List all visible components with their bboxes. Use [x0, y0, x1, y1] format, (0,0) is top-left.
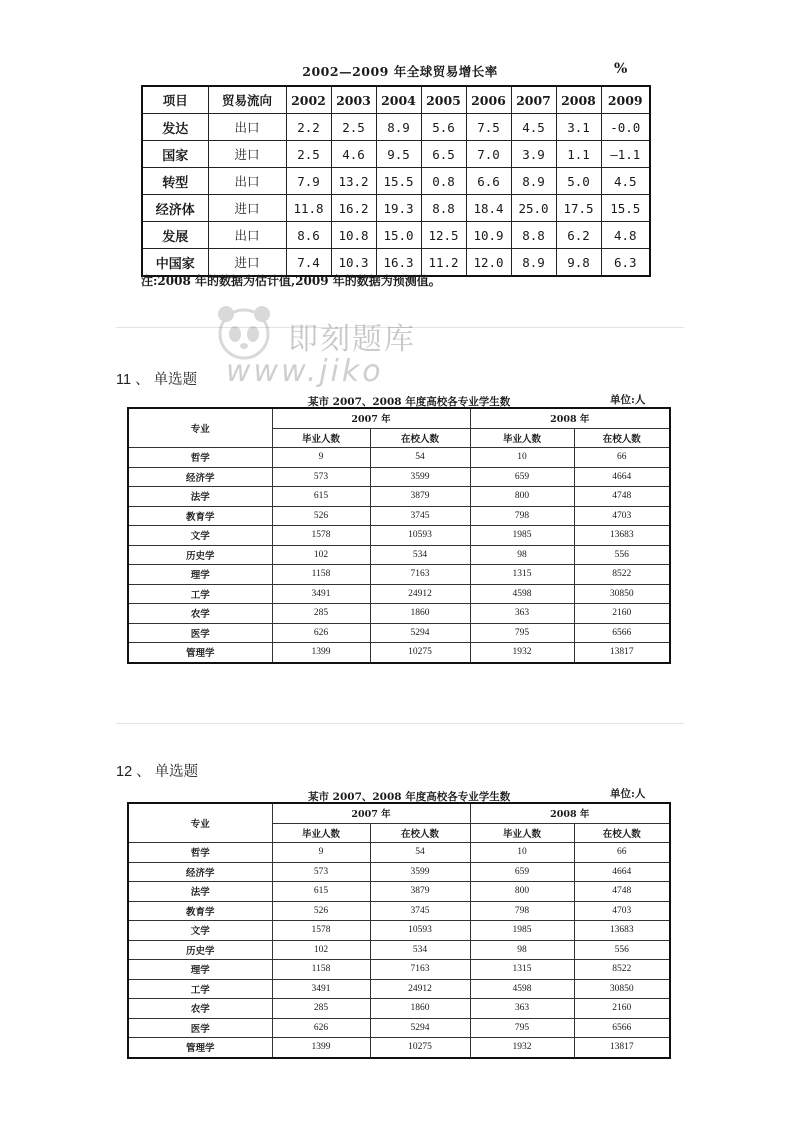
trade-value-cell: 5.0	[556, 168, 601, 195]
trade-value-cell: 18.4	[466, 195, 511, 222]
major-name-cell: 法学	[128, 882, 272, 902]
trade-table-note: 注:2008 年的数据为估计值,2009 年的数据为预测值。	[141, 274, 441, 288]
student-count-cell: 3491	[272, 584, 370, 604]
major-name-cell: 经济学	[128, 467, 272, 487]
student-count-cell: 573	[272, 862, 370, 882]
count-header-cell: 在校人数	[574, 428, 670, 448]
table-row	[128, 960, 670, 980]
major-name-cell: 文学	[128, 921, 272, 941]
trade-row	[142, 141, 650, 168]
student-count-cell: 1578	[272, 526, 370, 546]
trade-value-cell: 7.0	[466, 141, 511, 168]
major-name-cell: 工学	[128, 584, 272, 604]
table-row	[128, 862, 670, 882]
student-count-cell: 3491	[272, 979, 370, 999]
student-count-cell: 556	[574, 940, 670, 960]
student-count-cell: 24912	[370, 979, 470, 999]
major-name-cell: 教育学	[128, 901, 272, 921]
student-count-cell: 2160	[574, 999, 670, 1019]
student-count-cell: 5294	[370, 1018, 470, 1038]
table-row	[128, 1018, 670, 1038]
student-count-cell: 66	[574, 448, 670, 468]
trade-value-cell: 11.8	[286, 195, 331, 222]
trade-value-cell: 5.6	[421, 114, 466, 141]
student-count-cell: 573	[272, 467, 370, 487]
student-count-cell: 363	[470, 604, 574, 624]
student-count-cell: 9	[272, 448, 370, 468]
student-count-cell: 626	[272, 1018, 370, 1038]
student-count-cell: 4748	[574, 487, 670, 507]
table-row	[128, 487, 670, 507]
major-name-cell: 医学	[128, 623, 272, 643]
student-count-cell: 8522	[574, 565, 670, 585]
student-count-cell: 1399	[272, 643, 370, 663]
student-count-cell: 10593	[370, 921, 470, 941]
trade-value-cell: 0.8	[421, 168, 466, 195]
trade-header-cell: 贸易流向	[208, 86, 286, 114]
student-count-cell: 526	[272, 506, 370, 526]
student-count-cell: 13817	[574, 1038, 670, 1058]
trade-category-cell: 中国家	[142, 249, 208, 277]
trade-value-cell: 13.2	[331, 168, 376, 195]
trade-value-cell: 15.5	[601, 195, 650, 222]
student-count-cell: 285	[272, 604, 370, 624]
student-count-cell: 102	[272, 545, 370, 565]
table-row	[128, 448, 670, 468]
table-row	[128, 643, 670, 663]
student-count-cell: 54	[370, 448, 470, 468]
student-header-row	[128, 408, 670, 428]
major-name-cell: 理学	[128, 960, 272, 980]
trade-flow-cell: 进口	[208, 195, 286, 222]
student-count-cell: 626	[272, 623, 370, 643]
year-header-cell: 2007 年	[272, 803, 470, 823]
student-count-cell: 9	[272, 843, 370, 863]
student-count-cell: 2160	[574, 604, 670, 624]
trade-value-cell: 6.2	[556, 222, 601, 249]
trade-value-cell: 4.6	[331, 141, 376, 168]
trade-table-unit: %	[614, 61, 628, 77]
student-count-cell: 1315	[470, 960, 574, 980]
table-row	[128, 940, 670, 960]
student-count-cell: 285	[272, 999, 370, 1019]
table-row	[128, 604, 670, 624]
count-header-cell: 在校人数	[574, 823, 670, 843]
table-row	[128, 526, 670, 546]
student-count-cell: 5294	[370, 623, 470, 643]
trade-row	[142, 195, 650, 222]
student-count-cell: 98	[470, 940, 574, 960]
table-row	[128, 979, 670, 999]
student-count-cell: 30850	[574, 584, 670, 604]
trade-value-cell: 10.9	[466, 222, 511, 249]
student-count-cell: 6566	[574, 623, 670, 643]
trade-category-cell: 发达	[142, 114, 208, 141]
trade-value-cell: 17.5	[556, 195, 601, 222]
table-row	[128, 545, 670, 565]
student-count-cell: 10275	[370, 1038, 470, 1058]
student-count-cell: 615	[272, 487, 370, 507]
student-table-unit: 单位:人	[610, 788, 646, 800]
trade-value-cell: 6.6	[466, 168, 511, 195]
table-row	[128, 1038, 670, 1058]
student-count-cell: 363	[470, 999, 574, 1019]
trade-header-cell: 2003	[331, 86, 376, 114]
student-count-cell: 659	[470, 467, 574, 487]
major-name-cell: 哲学	[128, 843, 272, 863]
student-table-title: 某市 2007、2008 年度高校各专业学生数	[308, 396, 511, 408]
table-row	[128, 467, 670, 487]
student-count-cell: 800	[470, 882, 574, 902]
student-count-cell: 1158	[272, 565, 370, 585]
trade-value-cell: 2.2	[286, 114, 331, 141]
student-count-cell: 556	[574, 545, 670, 565]
student-count-cell: 10593	[370, 526, 470, 546]
student-count-cell: 10	[470, 843, 574, 863]
question-11-label: 11 、 单选题	[116, 372, 198, 388]
trade-category-cell: 发展	[142, 222, 208, 249]
trade-value-cell: 8.8	[421, 195, 466, 222]
count-header-cell: 毕业人数	[470, 428, 574, 448]
count-header-cell: 毕业人数	[470, 823, 574, 843]
student-count-cell: 798	[470, 901, 574, 921]
trade-value-cell: 12.0	[466, 249, 511, 277]
trade-value-cell: 7.9	[286, 168, 331, 195]
trade-value-cell: 10.8	[331, 222, 376, 249]
trade-value-cell: 12.5	[421, 222, 466, 249]
student-count-cell: 4598	[470, 979, 574, 999]
student-count-cell: 3599	[370, 862, 470, 882]
trade-header-cell: 2004	[376, 86, 421, 114]
student-count-cell: 800	[470, 487, 574, 507]
watermark-url: www.jiko	[226, 354, 384, 389]
student-count-cell: 6566	[574, 1018, 670, 1038]
count-header-cell: 毕业人数	[272, 823, 370, 843]
student-count-table	[127, 802, 671, 1059]
student-count-cell: 1315	[470, 565, 574, 585]
trade-value-cell: 7.5	[466, 114, 511, 141]
student-count-cell: 8522	[574, 960, 670, 980]
student-count-cell: 4598	[470, 584, 574, 604]
trade-flow-cell: 进口	[208, 141, 286, 168]
student-count-cell: 66	[574, 843, 670, 863]
student-count-cell: 4748	[574, 882, 670, 902]
table-row	[128, 843, 670, 863]
major-name-cell: 管理学	[128, 1038, 272, 1058]
table-row	[128, 584, 670, 604]
major-name-cell: 教育学	[128, 506, 272, 526]
trade-value-cell: 9.5	[376, 141, 421, 168]
student-count-cell: 4664	[574, 467, 670, 487]
trade-value-cell: 1.1	[556, 141, 601, 168]
trade-value-cell: 10.3	[331, 249, 376, 277]
student-count-cell: 1860	[370, 999, 470, 1019]
trade-value-cell: 11.2	[421, 249, 466, 277]
trade-value-cell: 4.5	[601, 168, 650, 195]
student-count-cell: 54	[370, 843, 470, 863]
trade-category-cell: 经济体	[142, 195, 208, 222]
student-count-cell: 526	[272, 901, 370, 921]
trade-table-header-row	[142, 86, 650, 114]
count-header-cell: 毕业人数	[272, 428, 370, 448]
trade-table-title: 2002—2009 年全球贸易增长率	[302, 64, 498, 79]
major-name-cell: 文学	[128, 526, 272, 546]
major-name-cell: 农学	[128, 604, 272, 624]
trade-value-cell: -0.0	[601, 114, 650, 141]
student-count-cell: 4703	[574, 901, 670, 921]
question-12-label: 12 、 单选题	[116, 764, 199, 780]
watermark-brand: 即刻题库	[288, 322, 416, 357]
table-row	[128, 999, 670, 1019]
major-name-cell: 历史学	[128, 940, 272, 960]
student-count-cell: 3879	[370, 487, 470, 507]
trade-value-cell: 9.8	[556, 249, 601, 277]
student-count-cell: 795	[470, 623, 574, 643]
trade-value-cell: 3.9	[511, 141, 556, 168]
trade-value-cell: —1.1	[601, 141, 650, 168]
trade-row	[142, 222, 650, 249]
student-count-cell: 13817	[574, 643, 670, 663]
student-count-cell: 534	[370, 940, 470, 960]
trade-flow-cell: 出口	[208, 114, 286, 141]
student-count-cell: 1985	[470, 921, 574, 941]
student-count-cell: 1578	[272, 921, 370, 941]
major-name-cell: 医学	[128, 1018, 272, 1038]
trade-value-cell: 15.0	[376, 222, 421, 249]
table-row	[128, 623, 670, 643]
student-count-cell: 1985	[470, 526, 574, 546]
student-count-cell: 3599	[370, 467, 470, 487]
trade-value-cell: 3.1	[556, 114, 601, 141]
student-count-cell: 1932	[470, 643, 574, 663]
student-header-row	[128, 803, 670, 823]
trade-header-cell: 2006	[466, 86, 511, 114]
student-count-cell: 3745	[370, 901, 470, 921]
count-header-cell: 在校人数	[370, 428, 470, 448]
student-count-cell: 1399	[272, 1038, 370, 1058]
trade-value-cell: 16.2	[331, 195, 376, 222]
table-row	[128, 506, 670, 526]
student-count-cell: 4664	[574, 862, 670, 882]
student-count-cell: 4703	[574, 506, 670, 526]
trade-flow-cell: 出口	[208, 168, 286, 195]
trade-header-cell: 2005	[421, 86, 466, 114]
student-count-cell: 3745	[370, 506, 470, 526]
trade-value-cell: 8.9	[376, 114, 421, 141]
count-header-cell: 在校人数	[370, 823, 470, 843]
student-count-cell: 30850	[574, 979, 670, 999]
trade-value-cell: 7.4	[286, 249, 331, 277]
trade-value-cell: 16.3	[376, 249, 421, 277]
student-count-cell: 7163	[370, 565, 470, 585]
trade-header-cell: 2002	[286, 86, 331, 114]
student-count-cell: 1158	[272, 960, 370, 980]
section-divider	[116, 723, 684, 724]
trade-value-cell: 8.9	[511, 168, 556, 195]
trade-value-cell: 6.5	[421, 141, 466, 168]
trade-category-cell: 国家	[142, 141, 208, 168]
student-count-cell: 3879	[370, 882, 470, 902]
trade-value-cell: 19.3	[376, 195, 421, 222]
table-row	[128, 921, 670, 941]
student-count-cell: 7163	[370, 960, 470, 980]
trade-flow-cell: 进口	[208, 249, 286, 277]
major-name-cell: 管理学	[128, 643, 272, 663]
trade-value-cell: 8.6	[286, 222, 331, 249]
student-count-cell: 1932	[470, 1038, 574, 1058]
trade-value-cell: 2.5	[331, 114, 376, 141]
student-count-cell: 24912	[370, 584, 470, 604]
trade-header-cell: 2007	[511, 86, 556, 114]
student-count-cell: 10	[470, 448, 574, 468]
student-table-title: 某市 2007、2008 年度高校各专业学生数	[308, 791, 511, 803]
student-count-cell: 1860	[370, 604, 470, 624]
table-row	[128, 565, 670, 585]
trade-value-cell: 6.3	[601, 249, 650, 277]
major-name-cell: 哲学	[128, 448, 272, 468]
major-header-cell: 专业	[128, 803, 272, 843]
major-name-cell: 历史学	[128, 545, 272, 565]
trade-value-cell: 2.5	[286, 141, 331, 168]
trade-value-cell: 8.9	[511, 249, 556, 277]
trade-row	[142, 168, 650, 195]
student-count-table	[127, 407, 671, 664]
trade-value-cell: 25.0	[511, 195, 556, 222]
major-name-cell: 工学	[128, 979, 272, 999]
table-row	[128, 901, 670, 921]
trade-value-cell: 8.8	[511, 222, 556, 249]
trade-value-cell: 4.8	[601, 222, 650, 249]
trade-value-cell: 15.5	[376, 168, 421, 195]
major-name-cell: 农学	[128, 999, 272, 1019]
student-count-cell: 615	[272, 882, 370, 902]
year-header-cell: 2008 年	[470, 408, 670, 428]
student-count-cell: 13683	[574, 526, 670, 546]
major-header-cell: 专业	[128, 408, 272, 448]
trade-category-cell: 转型	[142, 168, 208, 195]
year-header-cell: 2008 年	[470, 803, 670, 823]
major-name-cell: 法学	[128, 487, 272, 507]
student-table-unit: 单位:人	[610, 394, 646, 406]
student-count-cell: 102	[272, 940, 370, 960]
major-name-cell: 理学	[128, 565, 272, 585]
trade-header-cell: 2008	[556, 86, 601, 114]
trade-flow-cell: 出口	[208, 222, 286, 249]
student-count-cell: 10275	[370, 643, 470, 663]
student-count-cell: 795	[470, 1018, 574, 1038]
table-row	[128, 882, 670, 902]
trade-header-cell: 2009	[601, 86, 650, 114]
trade-growth-table	[141, 85, 651, 277]
year-header-cell: 2007 年	[272, 408, 470, 428]
student-count-cell: 13683	[574, 921, 670, 941]
trade-value-cell: 4.5	[511, 114, 556, 141]
student-count-cell: 98	[470, 545, 574, 565]
student-count-cell: 659	[470, 862, 574, 882]
major-name-cell: 经济学	[128, 862, 272, 882]
trade-header-cell: 项目	[142, 86, 208, 114]
student-count-cell: 534	[370, 545, 470, 565]
trade-row	[142, 114, 650, 141]
student-count-cell: 798	[470, 506, 574, 526]
